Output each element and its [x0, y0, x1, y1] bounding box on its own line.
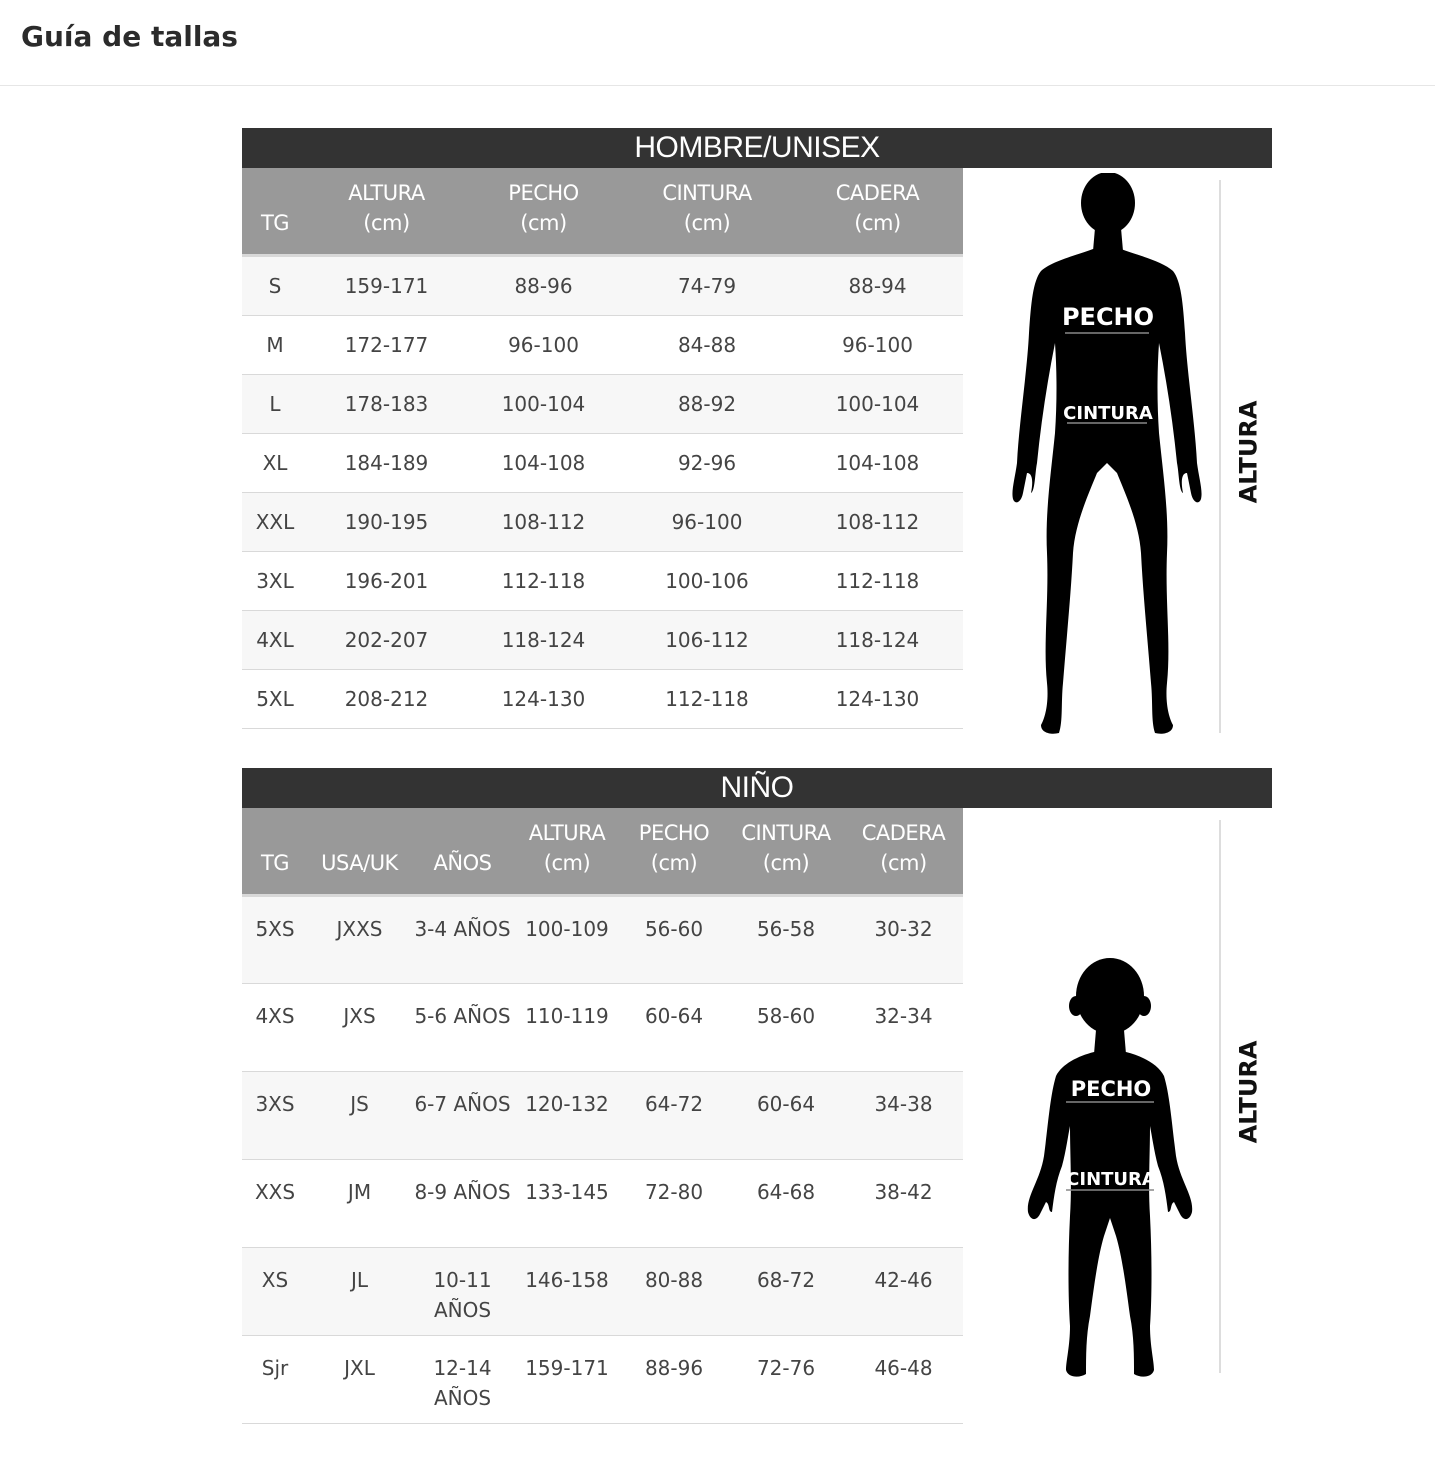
table-cell: 38-42	[844, 1159, 963, 1247]
kids-table-header	[242, 808, 963, 895]
kids-column-header	[411, 808, 514, 895]
table-cell: 106-112	[622, 610, 792, 669]
table-cell: 159-171	[514, 1335, 620, 1423]
men-column-header-unit: TG	[260, 210, 290, 235]
table-cell: 42-46	[844, 1247, 963, 1335]
table-cell: 120-132	[514, 1071, 620, 1159]
table-cell: 84-88	[622, 315, 792, 374]
table-cell: 133-145	[514, 1159, 620, 1247]
table-cell: 100-104	[465, 374, 622, 433]
table-cell: 10-11 AÑOS	[411, 1247, 514, 1335]
table-row	[242, 1335, 963, 1423]
table-cell: 118-124	[465, 610, 622, 669]
table-cell: 208-212	[308, 669, 465, 728]
table-cell: 96-100	[622, 492, 792, 551]
table-cell: 146-158	[514, 1247, 620, 1335]
table-cell: S	[242, 255, 308, 315]
table-cell: JXL	[308, 1335, 411, 1423]
table-row	[242, 255, 963, 315]
men-column-header	[465, 168, 622, 255]
table-cell: 4XL	[242, 610, 308, 669]
table-cell: L	[242, 374, 308, 433]
table-cell: XXL	[242, 492, 308, 551]
page-title: Guía de tallas	[21, 20, 238, 53]
men-column-header-unit: (cm)	[683, 210, 731, 235]
table-cell: 3-4 AÑOS	[411, 895, 514, 983]
table-cell: 202-207	[308, 610, 465, 669]
table-cell: 118-124	[792, 610, 963, 669]
table-cell: 178-183	[308, 374, 465, 433]
kids-column-header-title: CADERA	[861, 820, 946, 845]
table-cell: 124-130	[792, 669, 963, 728]
kids-column-header	[728, 808, 844, 895]
kids-size-section	[242, 768, 1272, 1424]
table-cell: 5-6 AÑOS	[411, 983, 514, 1071]
kids-column-header	[620, 808, 728, 895]
table-cell: 60-64	[620, 983, 728, 1071]
table-cell: 172-177	[308, 315, 465, 374]
kids-column-header-unit: (cm)	[650, 850, 698, 875]
table-cell: M	[242, 315, 308, 374]
table-cell: 92-96	[622, 433, 792, 492]
table-cell: 108-112	[465, 492, 622, 551]
adult-body-silhouette-icon	[1007, 173, 1217, 743]
men-column-header	[308, 168, 465, 255]
kids-column-header-title: ALTURA	[528, 820, 606, 845]
men-size-table	[242, 168, 963, 729]
men-size-section	[242, 128, 1272, 729]
men-column-header	[792, 168, 963, 255]
table-cell: 190-195	[308, 492, 465, 551]
table-cell: 56-60	[620, 895, 728, 983]
table-cell: 88-94	[792, 255, 963, 315]
table-cell: 124-130	[465, 669, 622, 728]
kids-column-header-unit: (cm)	[762, 850, 810, 875]
table-cell: 3XS	[242, 1071, 308, 1159]
kids-column-header-unit: USA/UK	[321, 850, 398, 875]
kids-column-header-unit: (cm)	[543, 850, 591, 875]
men-table-body	[242, 255, 963, 728]
kids-column-header	[514, 808, 620, 895]
table-cell: JXS	[308, 983, 411, 1071]
kids-column-header	[844, 808, 963, 895]
table-cell: 56-58	[728, 895, 844, 983]
table-cell: XS	[242, 1247, 308, 1335]
table-cell: 104-108	[465, 433, 622, 492]
table-cell: 96-100	[465, 315, 622, 374]
table-cell: 46-48	[844, 1335, 963, 1423]
table-cell: 12-14 AÑOS	[411, 1335, 514, 1423]
men-column-header-unit: (cm)	[363, 210, 410, 235]
table-row	[242, 315, 963, 374]
table-cell: 74-79	[622, 255, 792, 315]
table-cell: 64-72	[620, 1071, 728, 1159]
table-row	[242, 895, 963, 983]
table-cell: 104-108	[792, 433, 963, 492]
table-cell: XXS	[242, 1159, 308, 1247]
table-row	[242, 610, 963, 669]
table-cell: 112-118	[465, 551, 622, 610]
men-column-header	[242, 168, 308, 255]
table-cell: 32-34	[844, 983, 963, 1071]
table-cell: JM	[308, 1159, 411, 1247]
table-cell: 196-201	[308, 551, 465, 610]
table-cell: 88-96	[620, 1335, 728, 1423]
table-cell: 184-189	[308, 433, 465, 492]
table-cell: 8-9 AÑOS	[411, 1159, 514, 1247]
kids-section-title: NIÑO	[242, 768, 1272, 808]
table-cell: 60-64	[728, 1071, 844, 1159]
table-cell: 112-118	[792, 551, 963, 610]
kids-column-header	[242, 808, 308, 895]
table-cell: 5XL	[242, 669, 308, 728]
adult-waist-label: CINTURA	[1063, 403, 1153, 424]
child-height-label: ALTURA	[1234, 1040, 1263, 1144]
table-row	[242, 492, 963, 551]
table-cell: 72-76	[728, 1335, 844, 1423]
table-row	[242, 983, 963, 1071]
table-cell: 96-100	[792, 315, 963, 374]
table-cell: JS	[308, 1071, 411, 1159]
table-cell: 64-68	[728, 1159, 844, 1247]
adult-height-label: ALTURA	[1234, 400, 1263, 504]
table-cell: 108-112	[792, 492, 963, 551]
men-column-header-title: CINTURA	[662, 180, 752, 205]
men-column-header	[622, 168, 792, 255]
table-cell: 5XS	[242, 895, 308, 983]
table-cell: Sjr	[242, 1335, 308, 1423]
men-section-title: HOMBRE/UNISEX	[242, 128, 1272, 168]
table-cell: 100-106	[622, 551, 792, 610]
table-cell: 34-38	[844, 1071, 963, 1159]
kids-column-header	[308, 808, 411, 895]
men-column-header-unit: (cm)	[854, 210, 901, 235]
table-cell: 4XS	[242, 983, 308, 1071]
table-row	[242, 374, 963, 433]
adult-height-line	[1219, 180, 1221, 733]
child-body-silhouette-icon	[1022, 956, 1202, 1386]
kids-column-header-unit: TG	[260, 850, 290, 875]
kids-column-header-unit: (cm)	[880, 850, 927, 875]
table-cell: XL	[242, 433, 308, 492]
adult-chest-label: PECHO	[1061, 303, 1155, 331]
child-height-line	[1219, 820, 1221, 1373]
men-column-header-title: CADERA	[835, 180, 920, 205]
table-cell: 72-80	[620, 1159, 728, 1247]
table-cell: 6-7 AÑOS	[411, 1071, 514, 1159]
kids-column-header-title: CINTURA	[741, 820, 831, 845]
table-cell: 88-92	[622, 374, 792, 433]
table-cell: 159-171	[308, 255, 465, 315]
table-row	[242, 433, 963, 492]
table-cell: 3XL	[242, 551, 308, 610]
men-column-header-title: PECHO	[508, 180, 579, 205]
table-row	[242, 1159, 963, 1247]
table-cell: 68-72	[728, 1247, 844, 1335]
table-row	[242, 1071, 963, 1159]
table-cell: 112-118	[622, 669, 792, 728]
table-cell: 100-109	[514, 895, 620, 983]
table-cell: JL	[308, 1247, 411, 1335]
table-cell: 110-119	[514, 983, 620, 1071]
table-cell: 80-88	[620, 1247, 728, 1335]
table-row	[242, 1247, 963, 1335]
kids-table-body	[242, 895, 963, 1423]
men-column-header-title: ALTURA	[348, 180, 425, 205]
child-chest-label: PECHO	[1070, 1077, 1152, 1101]
table-row	[242, 669, 963, 728]
table-cell: 58-60	[728, 983, 844, 1071]
kids-size-table	[242, 808, 963, 1424]
table-cell: JXXS	[308, 895, 411, 983]
men-column-header-unit: (cm)	[520, 210, 567, 235]
table-cell: 88-96	[465, 255, 622, 315]
kids-column-header-unit: AÑOS	[433, 850, 492, 875]
child-waist-label: CINTURA	[1066, 1169, 1156, 1190]
table-cell: 100-104	[792, 374, 963, 433]
table-cell: 30-32	[844, 895, 963, 983]
table-row	[242, 551, 963, 610]
men-table-header	[242, 168, 963, 255]
kids-column-header-title: PECHO	[638, 820, 710, 845]
